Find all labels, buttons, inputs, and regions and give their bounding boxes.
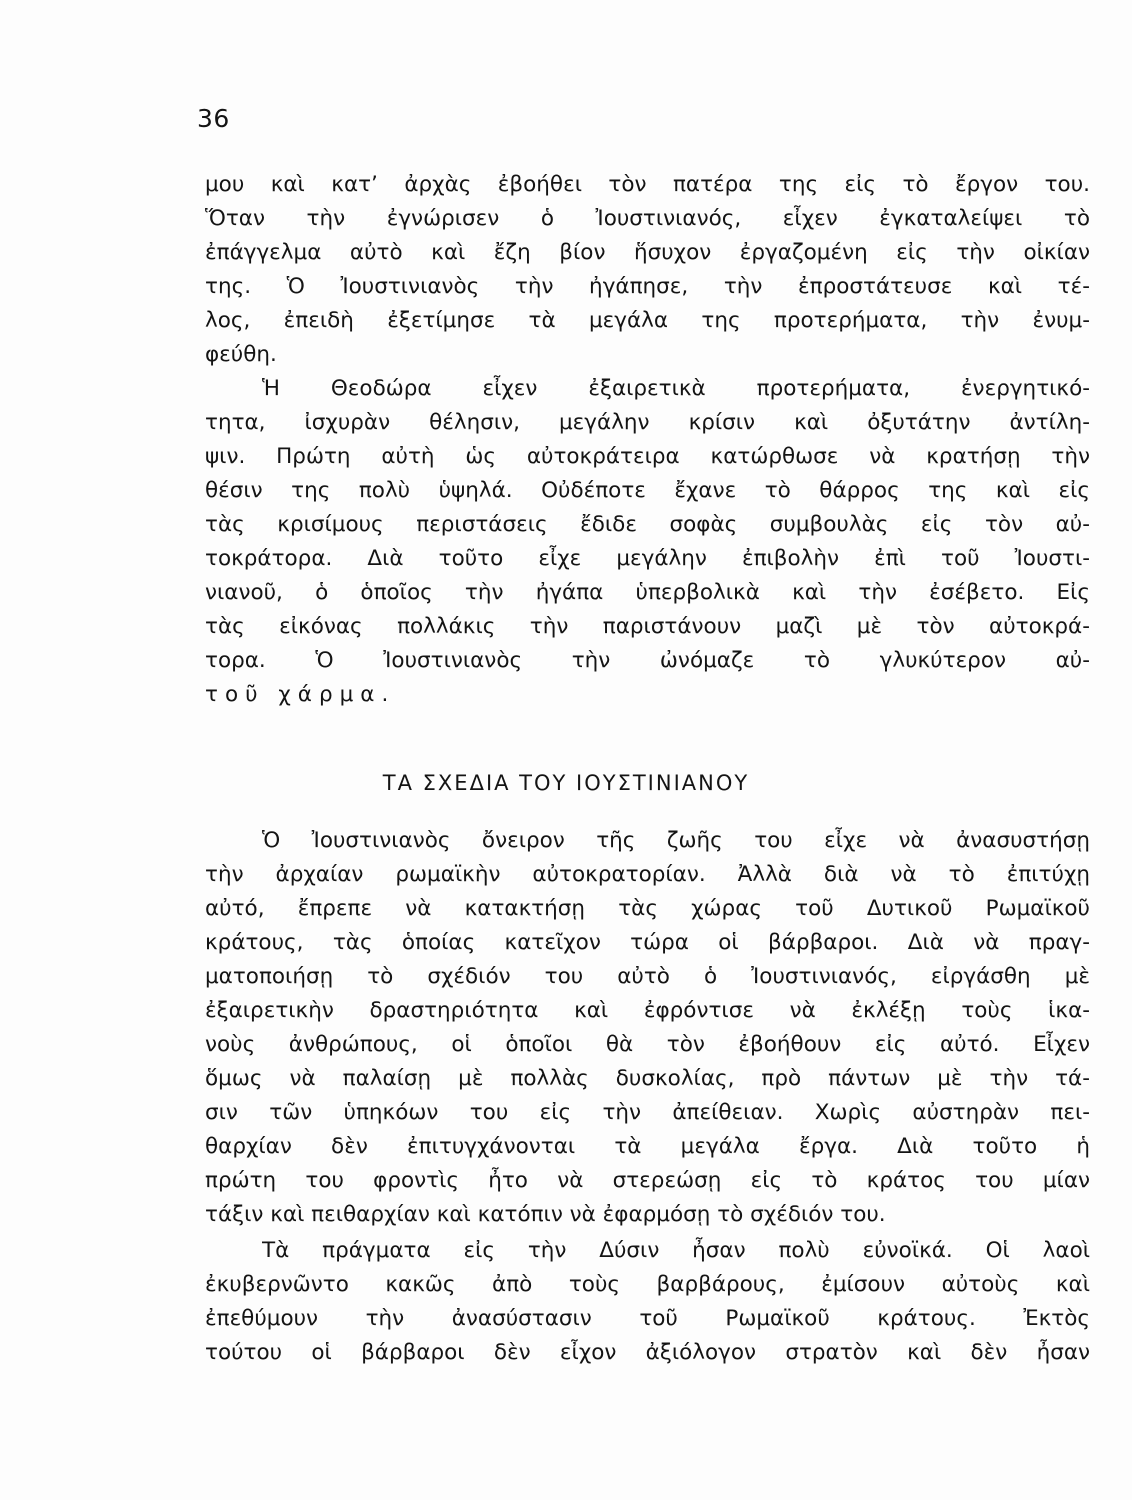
page-number: 36 — [197, 104, 230, 133]
text-line: ἐπάγγελμα αὐτὸ καὶ ἔζη βίον ἥσυχον ἐργαζομένη εἰς τὴν οἰκίαν — [205, 240, 1090, 265]
text-line: τητα, ἰσχυρὰν θέλησιν, μεγάλην κρίσιν καὶ ὀξυτάτην ἀντίλη- — [205, 410, 1090, 435]
text-line: τορα. Ὁ Ἰουστινιανὸς τὴν ὠνόμαζε τὸ γλυκύτερον αὐ- — [205, 648, 1090, 673]
text-line: ὅμως νὰ παλαίσῃ μὲ πολλὰς δυσκολίας, πρὸ πάντων μὲ τὴν τά- — [205, 1066, 1090, 1091]
text-line: της. Ὁ Ἰουστινιανὸς τὴν ἠγάπησε, τὴν ἐπροστάτευσε καὶ τέ- — [205, 274, 1090, 299]
section-title: ΤΑ ΣΧΕΔΙΑ ΤΟΥ ΙΟΥΣΤΙΝΙΑΝΟΥ — [382, 771, 750, 795]
text-line: πρώτη του φροντὶς ἦτο νὰ στερεώσῃ εἰς τὸ κράτος του μίαν — [205, 1168, 1090, 1193]
text-line: φεύθη. — [205, 342, 277, 367]
text-line: αὐτό, ἔπρεπε νὰ κατακτήσῃ τὰς χώρας τοῦ Δυτικοῦ Ρωμαϊκοῦ — [205, 896, 1090, 921]
text-line: ἐξαιρετικὴν δραστηριότητα καὶ ἐφρόντισε νὰ ἐκλέξῃ τοὺς ἱκα- — [205, 998, 1090, 1023]
text-line: Τὰ πράγματα εἰς τὴν Δύσιν ἦσαν πολὺ εὐνοϊκά. Οἱ λαοὶ — [262, 1238, 1090, 1263]
text-line: τὰς κρισίμους περιστάσεις ἔδιδε σοφὰς συμβουλὰς εἰς τὸν αὐ- — [205, 512, 1090, 537]
text-line: Ὅταν τὴν ἐγνώρισεν ὁ Ἰουστινιανός, εἶχεν ἐγκαταλείψει τὸ — [205, 206, 1090, 231]
text-line: τοῦ χάρμα. — [205, 682, 396, 707]
text-line: Ὁ Ἰουστινιανὸς ὄνειρον τῆς ζωῆς του εἶχε νὰ ἀνασυστήσῃ — [262, 828, 1090, 853]
text-line: σιν τῶν ὑπηκόων του εἰς τὴν ἀπείθειαν. Χωρὶς αὐστηρὰν πει- — [205, 1100, 1090, 1125]
text-line: τοκράτορα. Διὰ τοῦτο εἶχε μεγάλην ἐπιβολὴν ἐπὶ τοῦ Ἰουστι- — [205, 546, 1090, 571]
text-line: Ἡ Θεοδώρα εἶχεν ἐξαιρετικὰ προτερήματα, ἐνεργητικό- — [262, 376, 1090, 401]
text-line: νοὺς ἀνθρώπους, οἱ ὁποῖοι θὰ τὸν ἐβοήθουν εἰς αὐτό. Εἶχεν — [205, 1032, 1090, 1057]
text-line: τὴν ἀρχαίαν ρωμαϊκὴν αὐτοκρατορίαν. Ἀλλὰ διὰ νὰ τὸ ἐπιτύχῃ — [205, 862, 1090, 887]
text-line: τάξιν καὶ πειθαρχίαν καὶ κατόπιν νὰ ἐφαρμόσῃ τὸ σχέδιόν του. — [205, 1202, 886, 1227]
text-line: λος, ἐπειδὴ ἐξετίμησε τὰ μεγάλα της προτερήματα, τὴν ἐνυμ- — [205, 308, 1090, 333]
text-line: τούτου οἱ βάρβαροι δὲν εἶχον ἀξιόλογον στρατὸν καὶ δὲν ἦσαν — [205, 1340, 1090, 1365]
text-line: θέσιν της πολὺ ὑψηλά. Οὐδέποτε ἔχανε τὸ θάρρος της καὶ εἰς — [205, 478, 1090, 503]
text-line: τὰς εἰκόνας πολλάκις τὴν παριστάνουν μαζὶ μὲ τὸν αὐτοκρά- — [205, 614, 1090, 639]
text-line: ψιν. Πρώτη αὐτὴ ὡς αὐτοκράτειρα κατώρθωσε νὰ κρατήσῃ τὴν — [205, 444, 1090, 469]
text-line: ἐκυβερνῶντο κακῶς ἀπὸ τοὺς βαρβάρους, ἐμίσουν αὐτοὺς καὶ — [205, 1272, 1090, 1297]
text-line: νιανοῦ, ὁ ὁποῖος τὴν ἠγάπα ὑπερβολικὰ καὶ τὴν ἐσέβετο. Εἰς — [205, 580, 1090, 605]
text-line: θαρχίαν δὲν ἐπιτυγχάνονται τὰ μεγάλα ἔργα. Διὰ τοῦτο ἡ — [205, 1134, 1090, 1159]
text-line: ματοποιήσῃ τὸ σχέδιόν του αὐτὸ ὁ Ἰουστινιανός, εἰργάσθη μὲ — [205, 964, 1090, 989]
text-line: κράτους, τὰς ὁποίας κατεῖχον τώρα οἱ βάρβαροι. Διὰ νὰ πραγ- — [205, 930, 1090, 955]
text-line: μου καὶ κατ’ ἀρχὰς ἐβοήθει τὸν πατέρα της εἰς τὸ ἔργον του. — [205, 172, 1090, 197]
text-line: ἐπεθύμουν τὴν ἀνασύστασιν τοῦ Ρωμαϊκοῦ κράτους. Ἐκτὸς — [205, 1306, 1090, 1331]
